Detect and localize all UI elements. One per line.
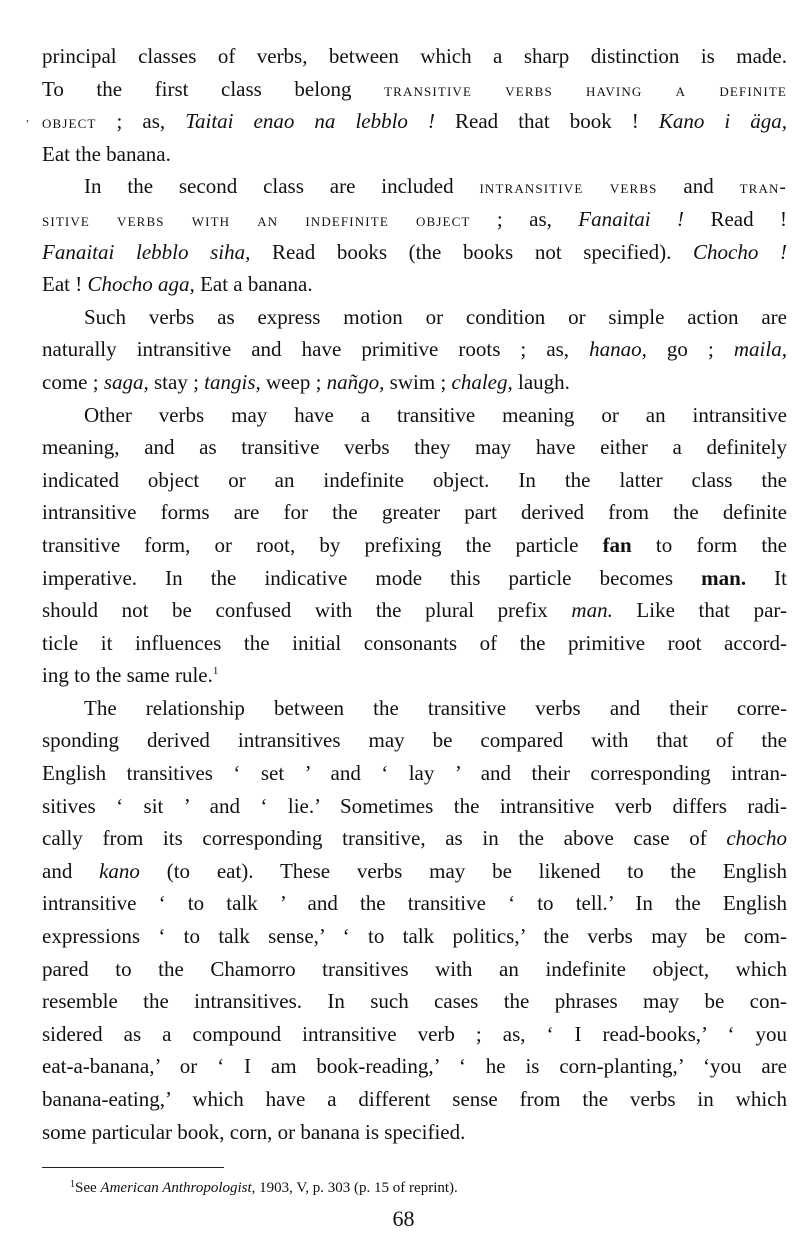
text-line: [42, 1018, 787, 1051]
text-run: to form the: [631, 532, 787, 557]
italic-example: Chocho !: [693, 239, 787, 264]
text-run: Like that par-: [612, 598, 787, 623]
italic-example: maila,: [733, 337, 787, 362]
paragraph: [42, 399, 787, 692]
text-line: [42, 692, 787, 725]
scan-mark: ,: [26, 110, 29, 124]
text-run: come ;: [42, 369, 104, 394]
text-run: imperative. In the indicative mode this particle becomes: [42, 565, 702, 590]
text-run: stay ;: [148, 369, 205, 394]
footnote-reference: 1: [212, 665, 219, 678]
text-line: [42, 724, 787, 757]
text-line: [42, 399, 787, 432]
text-line: [42, 790, 787, 823]
text-run: Read books (the books not specified).: [250, 239, 694, 264]
text-run: sidered as a compound intransitive verb ; as, ‘ I read-books,’ ‘ you: [42, 1021, 787, 1046]
text-run: (to eat). These verbs may be likened to the English: [139, 858, 787, 883]
text-line: [42, 496, 787, 529]
small-caps-term: tran-: [739, 177, 787, 199]
text-run: Read that book !: [434, 109, 659, 134]
text-run: naturally intransitive and have primitive roots ; as,: [42, 337, 590, 362]
italic-example: Kano i äga,: [658, 109, 788, 134]
text-run: It: [746, 565, 787, 590]
small-caps-term: sitive verbs with an indefinite object: [42, 209, 471, 231]
text-run: cally from its corresponding transitive, as in the above case of: [42, 826, 727, 851]
text-run: resemble the intransitives. In such cases the phrases may be con-: [42, 989, 787, 1014]
text-run: eat-a-banana,’ or ‘ I am book-reading,’ ‘ he is corn-planting,’ ‘you are: [42, 1054, 787, 1079]
text-run: intransitive ‘ to talk ’ and the transitive ‘ to tell.’ In the English: [42, 891, 787, 916]
text-run: and: [657, 174, 740, 199]
text-run: meaning, and as transitive verbs they may have either a definitely: [42, 435, 787, 460]
text-line: [42, 920, 787, 953]
text-line: [42, 594, 787, 627]
text-line: [42, 431, 787, 464]
page-body: [42, 40, 787, 1148]
small-caps-term: intransitive verbs: [479, 177, 658, 199]
text-run: laugh.: [512, 369, 570, 394]
small-caps-term: transitive verbs having a definite: [384, 79, 787, 101]
text-line: [42, 40, 787, 73]
text-line: [42, 268, 787, 301]
paragraph: [42, 692, 787, 1148]
text-run: ; as,: [96, 109, 186, 134]
text-run: pared to the Chamorro transitives with an indefinite object, which: [42, 956, 787, 981]
text-line: [42, 822, 787, 855]
text-line: [42, 1050, 787, 1083]
footnote-marker: 1: [70, 1179, 75, 1190]
text-line: [42, 985, 787, 1018]
bold-particle: fan: [602, 532, 632, 557]
text-line: [42, 464, 787, 497]
text-line: [42, 366, 787, 399]
text-run: indicated object or an indefinite object. In the latter class the: [42, 467, 787, 492]
text-line: [42, 757, 787, 790]
text-line: [42, 301, 787, 334]
text-run: go ;: [646, 337, 734, 362]
text-line: [42, 953, 787, 986]
text-run: sponding derived intransitives may be compared with that of the: [42, 728, 787, 753]
text-line: [42, 659, 787, 692]
text-line: [42, 887, 787, 920]
italic-example: chaleg,: [451, 369, 513, 394]
text-run: weep ;: [260, 369, 327, 394]
text-run: Eat a banana.: [194, 272, 313, 297]
italic-example: Chocho aga,: [87, 272, 195, 297]
bold-particle: man.: [701, 565, 747, 590]
text-run: Eat the banana.: [42, 141, 171, 166]
text-run: Eat !: [42, 272, 88, 297]
italic-example: Taitai enao na lebblo !: [185, 109, 435, 134]
italic-example: Fanaitai !: [578, 206, 685, 231]
italic-example: nañgo,: [326, 369, 385, 394]
footnote-text-before: See: [75, 1180, 101, 1196]
footnote-text-after: 1903, V, p. 303 (p. 15 of reprint).: [255, 1180, 458, 1196]
paragraph: [42, 301, 787, 399]
text-run: ing to the same rule.: [42, 663, 213, 688]
italic-example: chocho: [726, 826, 787, 851]
footnote-journal-title: American Anthropologist,: [100, 1180, 256, 1196]
text-run: To the first class belong: [42, 76, 385, 101]
text-run: Other verbs may have a transitive meaning or an intransitive: [84, 402, 787, 427]
paragraph: [42, 170, 787, 300]
footnote: [70, 1180, 458, 1197]
small-caps-term: object: [42, 112, 97, 134]
text-line: [42, 1083, 787, 1116]
text-run: ; as,: [470, 206, 579, 231]
text-run: should not be confused with the plural prefix: [42, 598, 572, 623]
text-line: [42, 236, 787, 269]
text-run: transitive form, or root, by prefixing the particle: [42, 532, 603, 557]
text-line: [42, 562, 787, 595]
text-run: some particular book, corn, or banana is specified.: [42, 1119, 466, 1144]
italic-example: hanao,: [589, 337, 647, 362]
text-run: ticle it influences the initial consonants of the primitive root accord-: [42, 630, 787, 655]
text-line: [42, 627, 787, 660]
text-run: swim ;: [384, 369, 452, 394]
text-line: [42, 73, 787, 106]
paragraph: [42, 40, 787, 170]
text-run: English transitives ‘ set ’ and ‘ lay ’ and their corresponding intran-: [42, 761, 787, 786]
text-run: intransitive forms are for the greater part derived from the definite: [42, 500, 787, 525]
text-run: Read !: [684, 206, 787, 231]
text-line: [42, 333, 787, 366]
text-line: [42, 203, 787, 236]
italic-example: kano: [99, 858, 140, 883]
text-run: sitives ‘ sit ’ and ‘ lie.’ Sometimes the intransitive verb differs radi-: [42, 793, 787, 818]
text-run: In the second class are included: [84, 174, 480, 199]
footnote-rule: [42, 1167, 224, 1168]
text-run: banana-eating,’ which have a different sense from the verbs in which: [42, 1087, 787, 1111]
italic-example: saga,: [103, 369, 149, 394]
text-line: [42, 855, 787, 888]
page-number: 68: [392, 1206, 415, 1231]
text-line: [42, 138, 787, 171]
italic-example: Fanaitai lebblo siha,: [42, 239, 251, 264]
text-run: Such verbs as express motion or condition or simple action are: [84, 304, 787, 329]
italic-example: tangis,: [204, 369, 261, 394]
text-line: [42, 170, 787, 203]
text-run: expressions ‘ to talk sense,’ ‘ to talk politics,’ the verbs may be com-: [42, 924, 787, 949]
text-run: The relationship between the transitive verbs and their corre-: [84, 695, 787, 720]
text-line: [42, 105, 787, 138]
text-run: principal classes of verbs, between which a sharp distinction is made.: [42, 44, 787, 68]
text-run: and: [42, 858, 100, 883]
text-line: [42, 1116, 787, 1149]
italic-example: man.: [571, 598, 613, 623]
text-line: [42, 529, 787, 562]
